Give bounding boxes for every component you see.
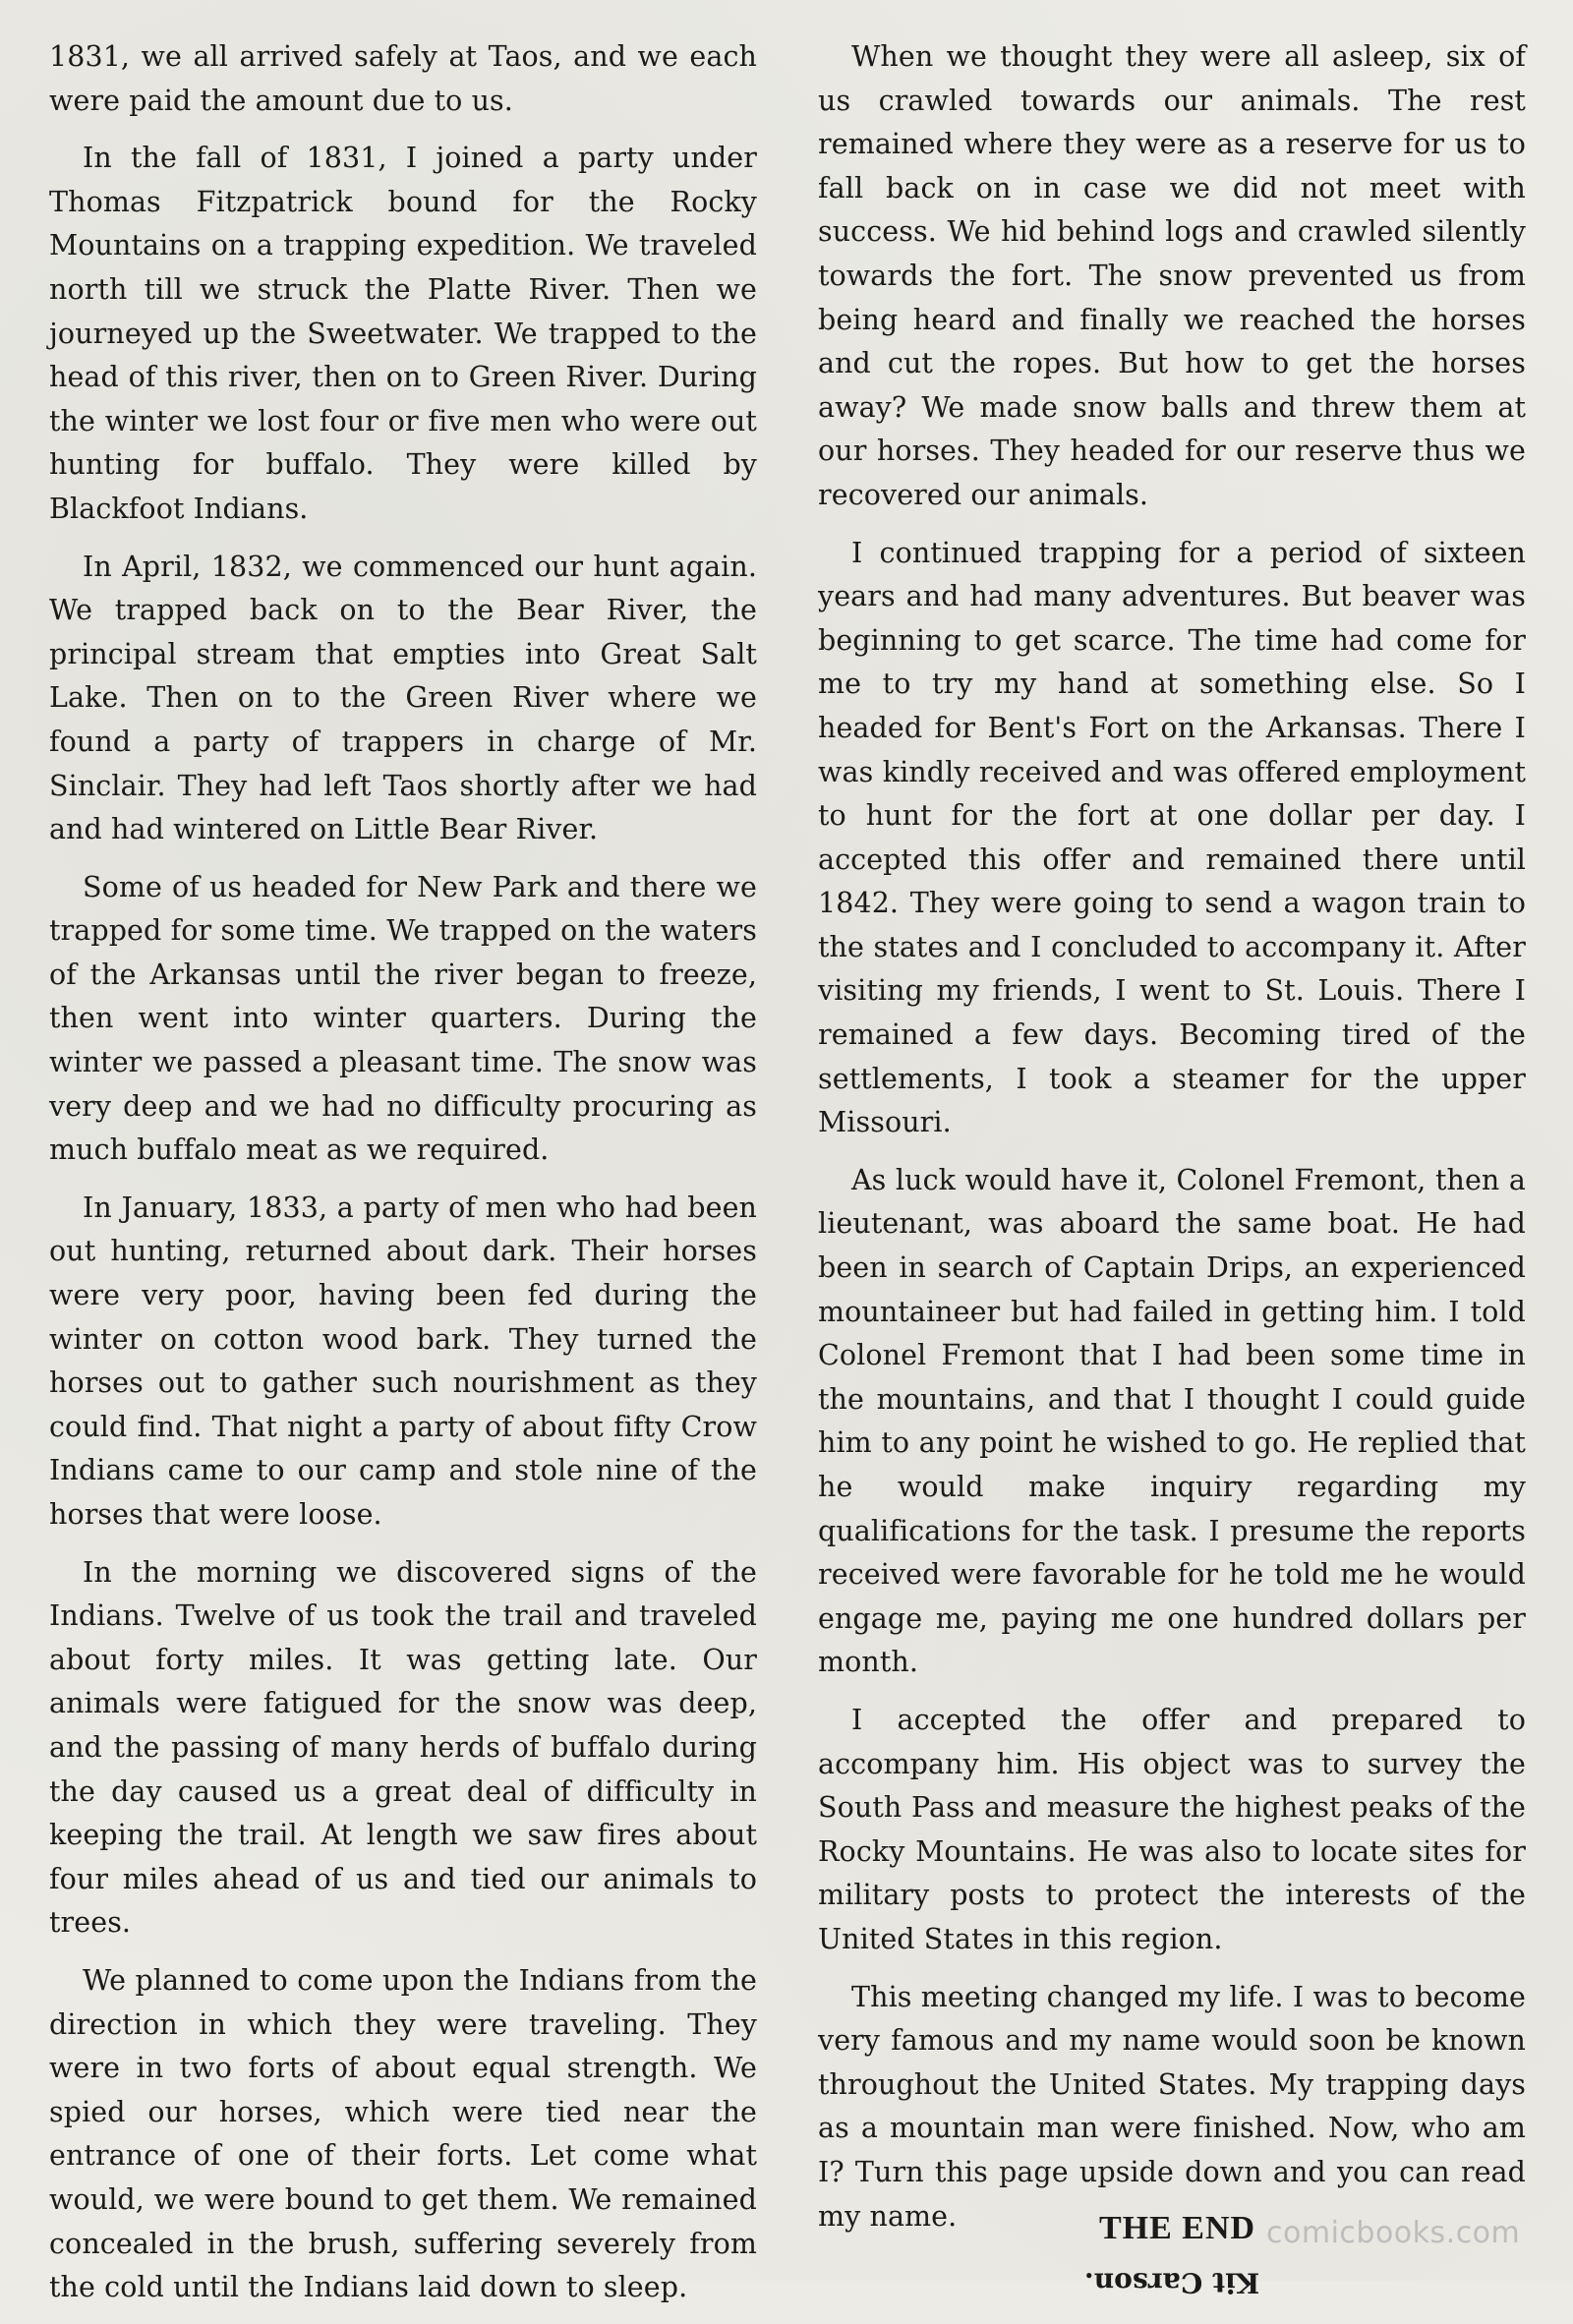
paragraph: In the morning we discovered signs of the Indians. Twelve of us took the trail and traveled about forty miles. It was getting late. Our animals were fatigued for the snow was deep, and the passing of many herds of buffalo during the day caused us a great deal of difficulty in keeping the trail. At length we saw fires about four miles ahead of us and tied our animals to trees. [49,1555,757,1940]
paragraph: In April, 1832, we commenced our hunt again. We trapped back on to the Bear River, the principal stream that empties into Great Salt Lake. Then on to the Green River where we found a party of trappers in charge of Mr. Sinclair. They had left Taos shortly after we had and had wintered on Little Bear River. [49,550,757,846]
paragraph: I accepted the offer and prepared to accompany him. His object was to survey the South Pass and measure the highest peaks of the Rocky Mountains. He was also to locate sites for military posts to protect the interests of the United States in this region. [818,1703,1526,1955]
paragraph: This meeting changed my life. I was to become very famous and my name would soon be known throughout the United States. My trapping days as a mountain man were finished. Now, who am I? Turn this page upside down and you can read my name. [818,1980,1526,2233]
paragraph: I continued trapping for a period of sixteen years and had many adventures. But beaver was beginning to get scarce. The time had come for me to try my hand at something else. So I headed for Bent's Fort on the Arkansas. There I was kindly received and was offered employment to hunt for the fort at one dollar per day. I accepted this offer and remained there until 1842. They were going to send a wagon train to the states and I concluded to accompany it. After visiting my friends, I went to St. Louis. There I remained a few days. Becoming tired of the settlements, I took a steamer for the upper Missouri. [818,536,1526,1139]
upside-down-signature: Kit Carson. [1083,2266,1260,2299]
paragraph: In the fall of 1831, I joined a party under Thomas Fitzpatrick bound for the Rocky Mountains on a trapping expedition. We traveled north till we struck the Platte River. Then we journeyed up the Sweetwater. We trapped to the head of this river, then on to Green River. During the winter we lost four or five men who were out hunting for buffalo. They were killed by Blackfoot Indians. [49,142,757,525]
paragraph: We planned to come upon the Indians from the direction in which they were traveling. They were in two forts of about equal strength. We spied our horses, which were tied near the entrance of one of their forts. Let come what would, we were bound to get them. We remained concealed in the brush, suffering severely from the cold until the Indians laid down to sleep. [49,1963,757,2304]
paragraph: 1831, we all arrived safely at Taos, and we each were paid the amount due to us. [49,40,757,117]
the-end-label: THE END [1099,2210,1256,2246]
site-watermark: comicbooks.com [1266,2216,1521,2250]
right-column [818,35,1526,2304]
paragraph: Some of us headed for New Park and there we trapped for some time. We trapped on the waters of the Arkansas until the river began to freeze, then went into winter quarters. During the winter we passed a pleasant time. The snow was very deep and we had no difficulty procuring as much buffalo meat as we required. [49,870,757,1167]
paragraph: As luck would have it, Colonel Fremont, then a lieutenant, was aboard the same boat. He had been in search of Captain Drips, an experienced mountaineer but had failed in getting him. I told Colonel Fremont that I had been some time in the mountains, and that I thought I could guide him to any point he wished to go. He replied that he would make inquiry regarding my qualifications for the task. I presume the reports received were favorable for he told me he would engage me, paying me one hundred dollars per month. [818,1163,1526,1679]
paragraph: When we thought they were all asleep, six of us crawled towards our animals. The rest remained where they were as a reserve for us to fall back on in case we did not meet with success. We hid behind logs and crawled silently towards the fort. The snow prevented us from being heard and finally we reached the horses and cut the ropes. But how to get the horses away? We made snow balls and threw them at our horses. They headed for our reserve thus we recovered our animals. [818,40,1526,511]
left-column [49,35,757,2324]
paragraph: In January, 1833, a party of men who had been out hunting, returned about dark. Their horses were very poor, having been fed during the winter on cotton wood bark. They turned the horses out to gather such nourishment as they could find. That night a party of about fifty Crow Indians came to our camp and stole nine of the horses that were loose. [49,1191,757,1531]
